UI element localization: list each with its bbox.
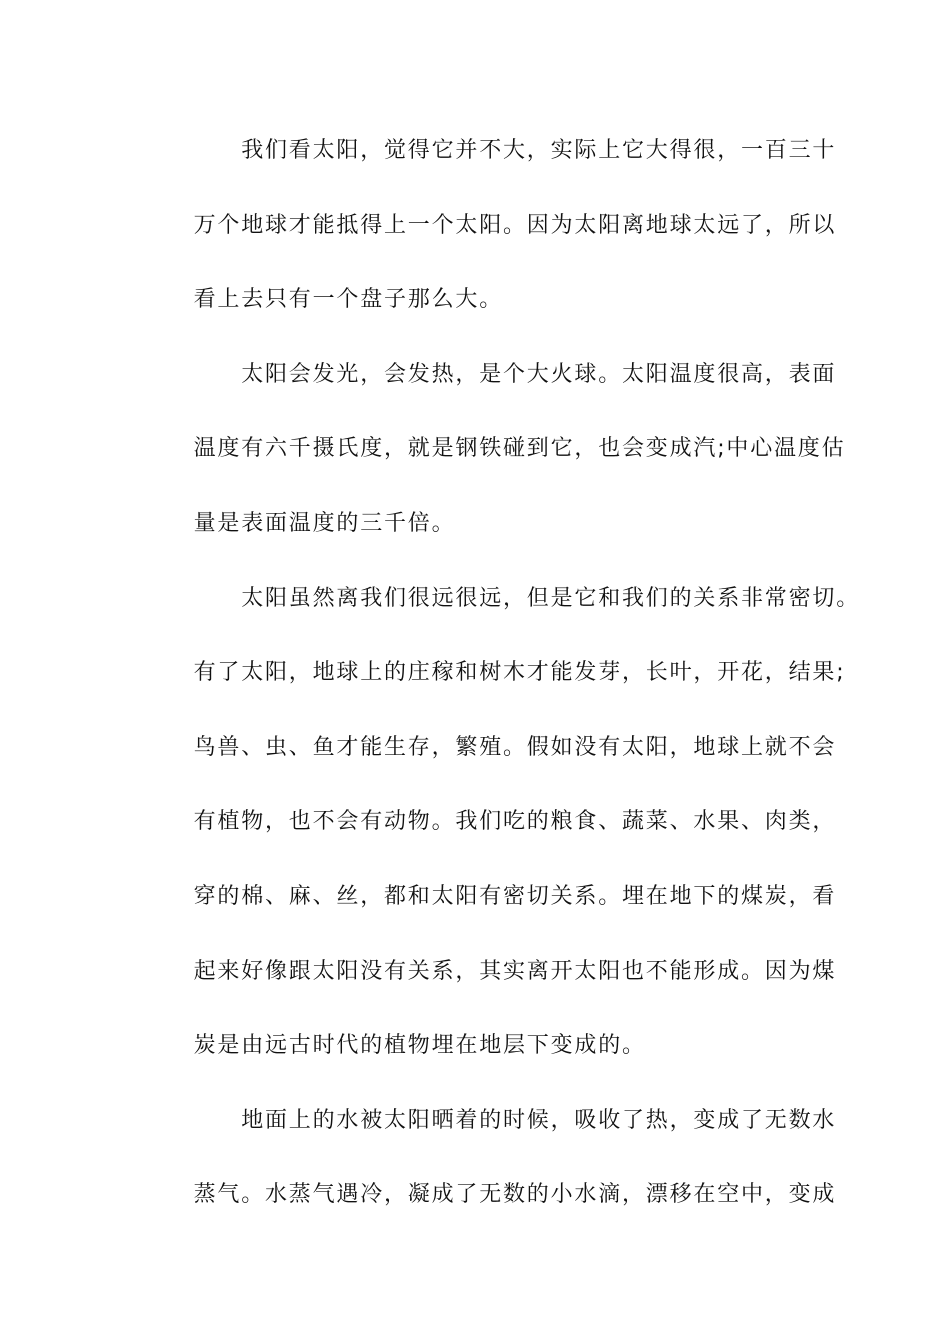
text-line: 万个地球才能抵得上一个太阳。因为太阳离地球太远了，所以 — [193, 212, 837, 238]
text-line: 地面上的水被太阳晒着的时候，吸收了热，变成了无数水 — [241, 1107, 837, 1133]
text-line: 起来好像跟太阳没有关系，其实离开太阳也不能形成。因为煤 — [193, 958, 837, 984]
text-line: 看上去只有一个盘子那么大。 — [193, 287, 503, 313]
text-line: 蒸气。水蒸气遇冷，凝成了无数的小水滴，漂移在空中，变成 — [193, 1182, 837, 1208]
paragraph-sun-temperature — [146, 338, 846, 562]
text-line: 量是表面温度的三千倍。 — [193, 510, 456, 536]
text-line: 有植物，也不会有动物。我们吃的粮食、蔬菜、水果、肉类， — [193, 809, 837, 835]
text-line: 温度有六千摄氏度，就是钢铁碰到它，也会变成汽;中心温度估 — [193, 436, 846, 462]
text-line: 我们看太阳，觉得它并不大，实际上它大得很，一百三十 — [241, 138, 837, 163]
document-body — [146, 114, 860, 1233]
text-line: 太阳虽然离我们很远很远，但是它和我们的关系非常密切。 — [241, 585, 860, 611]
paragraph-water-cycle — [146, 1084, 837, 1233]
text-line: 鸟兽、虫、鱼才能生存，繁殖。假如没有太阳，地球上就不会 — [193, 734, 837, 760]
paragraph-sun-relationship — [146, 562, 860, 1084]
text-line: 太阳会发光，会发热，是个大火球。太阳温度很高，表面 — [241, 361, 837, 387]
text-line: 有了太阳，地球上的庄稼和树木才能发芽，长叶，开花，结果; — [193, 660, 846, 686]
text-line: 穿的棉、麻、丝，都和太阳有密切关系。埋在地下的煤炭，看 — [193, 883, 837, 909]
text-line: 炭是由远古时代的植物埋在地层下变成的。 — [193, 1033, 646, 1059]
paragraph-sun-size — [146, 114, 837, 338]
